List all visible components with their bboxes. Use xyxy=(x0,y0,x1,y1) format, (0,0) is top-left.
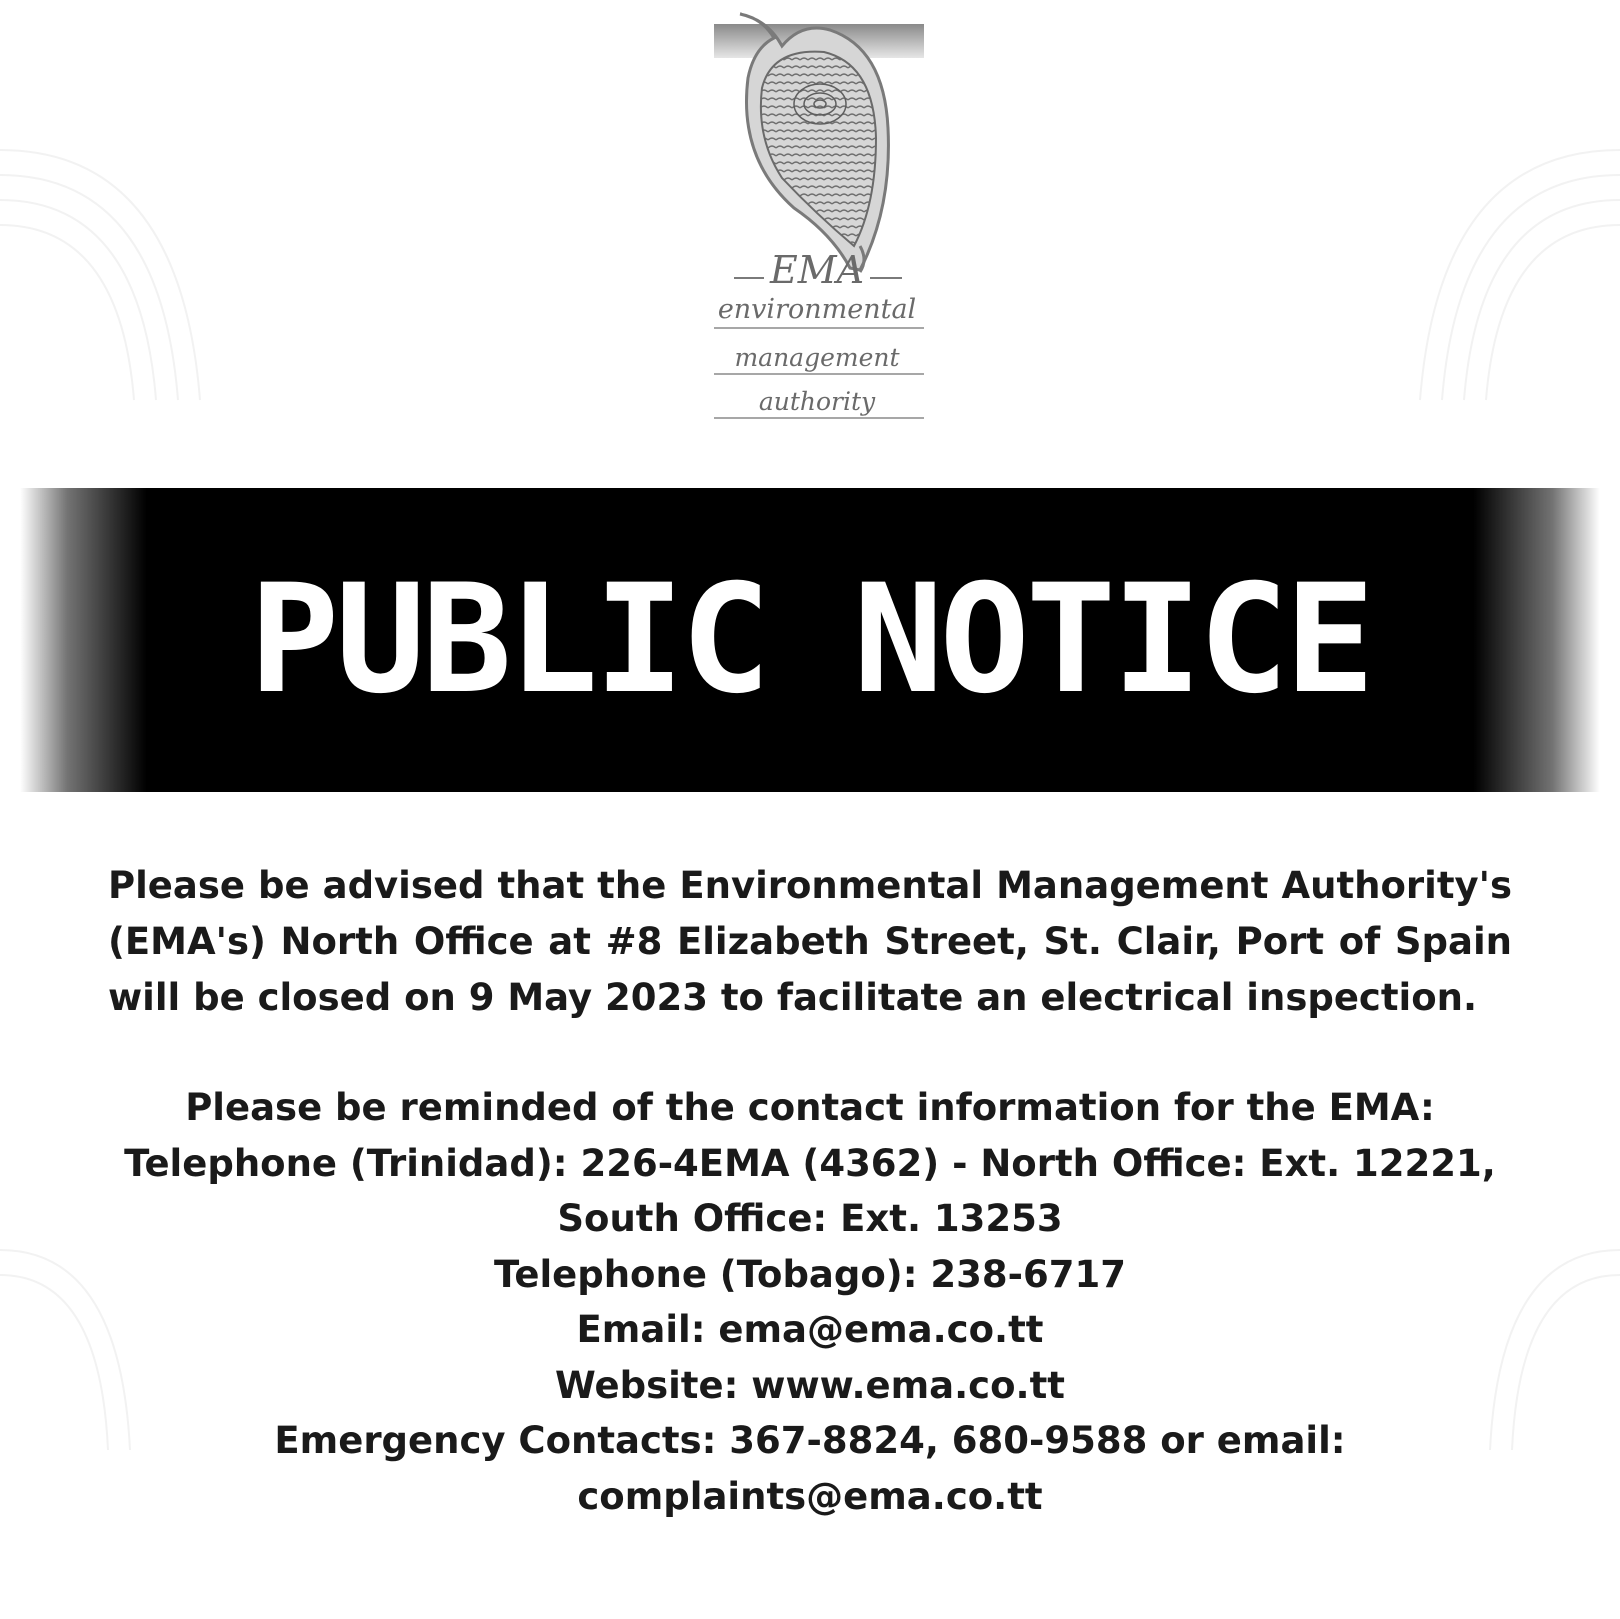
ema-logo xyxy=(712,8,926,438)
contact-tobago-phone: Telephone (Tobago): 238-6717 xyxy=(494,1252,1126,1296)
logo-acronym: EMA xyxy=(769,248,865,292)
closure-advisory-paragraph: Please be advised that the Environmental Management Authority's (EMA's) North Office at #8 Elizabeth Street, St. Clair, Port of Spain will be closed on 9 May 2023 to facilitate an electrical inspection. xyxy=(108,864,1512,1019)
contact-intro: Please be reminded of the contact information for the EMA: xyxy=(185,1086,1435,1129)
contact-information-block xyxy=(60,1080,1560,1524)
contact-email: Email: ema@ema.co.tt xyxy=(576,1308,1044,1351)
logo-word-authority: authority xyxy=(758,387,876,416)
contact-trinidad-phone: Telephone (Trinidad): 226-4EMA (4362) - North Office: Ext. 12221, xyxy=(124,1141,1496,1185)
ema-logo-graphic xyxy=(712,8,926,438)
contact-website: Website: www.ema.co.tt xyxy=(555,1363,1065,1407)
logo-word-environmental: environmental xyxy=(717,294,917,325)
public-notice-banner xyxy=(20,488,1600,792)
contact-complaints-email: complaints@ema.co.tt xyxy=(577,1474,1043,1518)
contact-emergency-numbers: Emergency Contacts: 367-8824, 680-9588 or email: xyxy=(274,1419,1346,1462)
contact-south-office-ext: South Office: Ext. 13253 xyxy=(557,1197,1063,1240)
banner-title: PUBLIC NOTICE xyxy=(249,553,1371,727)
logo-word-management: management xyxy=(734,343,900,372)
